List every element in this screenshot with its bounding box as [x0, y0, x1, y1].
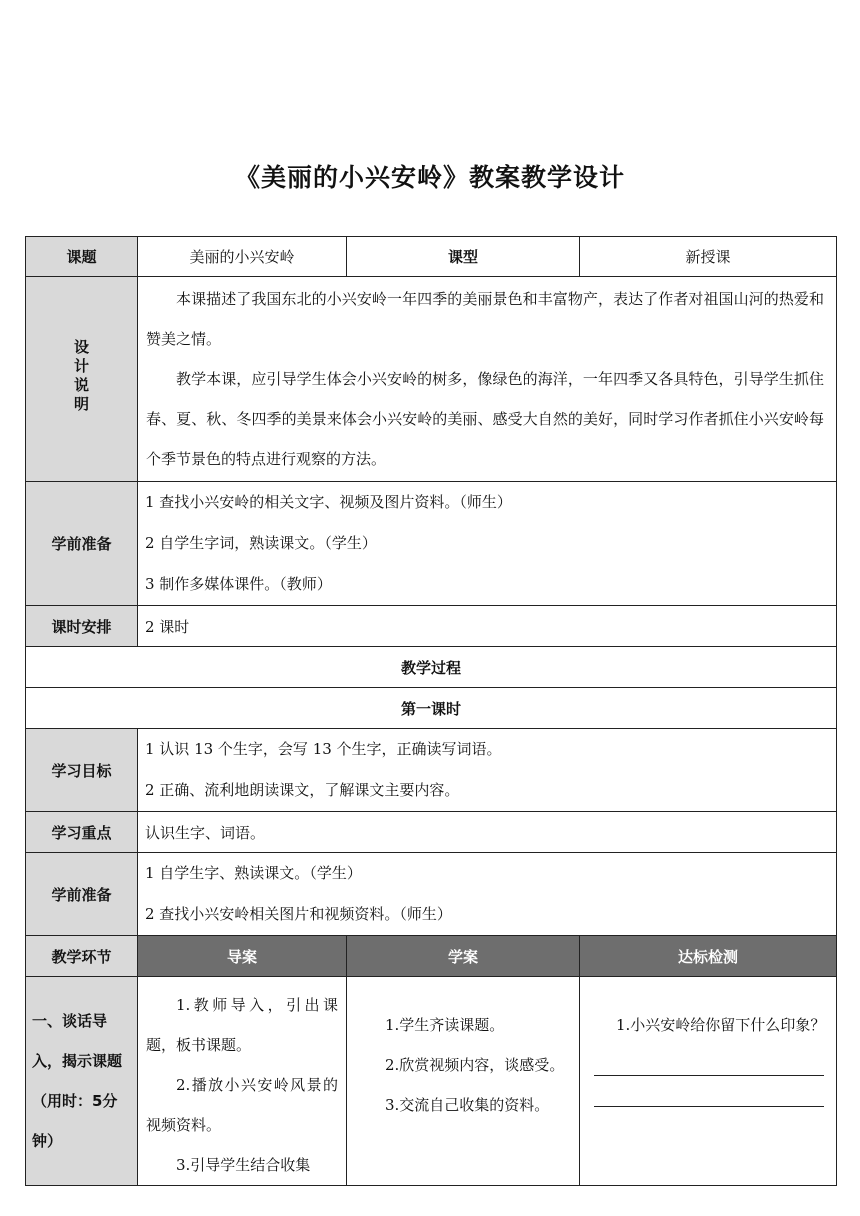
focus-label: 学习重点 [26, 812, 138, 853]
check-header: 达标检测 [580, 936, 837, 977]
design-row [26, 277, 837, 482]
stage-header: 教学环节 [26, 936, 138, 977]
lesson1-heading-row [26, 688, 837, 729]
prep2-item: 1 自学生字、熟读课文。（学生） [145, 864, 362, 882]
design-label: 设计说明 [72, 339, 90, 415]
process-heading-row [26, 647, 837, 688]
steps-header-row [26, 936, 837, 977]
answer-line[interactable] [594, 1076, 824, 1107]
guide-header: 导案 [138, 936, 347, 977]
step1-check [580, 977, 837, 1186]
step1-study [347, 977, 580, 1186]
prep-item: 2 自学生字词，熟读课文。（学生） [145, 534, 377, 552]
prep-content [138, 482, 837, 606]
design-content [138, 277, 837, 482]
topic-value: 美丽的小兴安岭 [138, 237, 347, 277]
prep2-content [138, 853, 837, 936]
prep2-row [26, 853, 837, 936]
lesson1-heading: 第一课时 [26, 688, 837, 729]
study-item: 1.学生齐读课题。 [385, 1016, 505, 1034]
prep2-label: 学前准备 [26, 853, 138, 936]
topic-row [26, 237, 837, 277]
design-paragraph: 本课描述了我国东北的小兴安岭一年四季的美丽景色和丰富物产，表达了作者对祖国山河的热爱和赞美之情。 [146, 290, 824, 348]
schedule-value: 2 课时 [138, 606, 837, 647]
process-heading: 教学过程 [26, 647, 837, 688]
schedule-label: 课时安排 [26, 606, 138, 647]
study-item: 2.欣赏视频内容，谈感受。 [385, 1056, 565, 1074]
goals-label: 学习目标 [26, 729, 138, 812]
step1-guide [138, 977, 347, 1186]
design-paragraph: 教学本课，应引导学生体会小兴安岭的树多，像绿色的海洋，一年四季又各具特色，引导学生抓住春、夏、秋、冬四季的美景来体会小兴安岭的美丽、感受大自然的美好，同时学习作者抓住小兴安岭每个季节景色的特点进行观察的方法。 [146, 370, 824, 468]
step1-stage: 一、谈话导入，揭示课题（用时：5分钟） [26, 977, 138, 1186]
type-value: 新授课 [580, 237, 837, 277]
study-item: 3.交流自己收集的资料。 [385, 1096, 550, 1114]
type-label: 课型 [347, 237, 580, 277]
prep-item: 3 制作多媒体课件。（教师） [145, 575, 332, 593]
goals-content [138, 729, 837, 812]
check-item: 1.小兴安岭给你留下什么印象？ [616, 1016, 826, 1034]
prep-item: 1 查找小兴安岭的相关文字、视频及图片资料。（师生） [145, 493, 512, 511]
guide-item: 3.引导学生结合收集 [176, 1156, 311, 1174]
answer-line[interactable] [594, 1045, 824, 1076]
schedule-row [26, 606, 837, 647]
guide-item: 2.播放小兴安岭风景的视频资料。 [146, 1076, 338, 1134]
focus-value: 认识生字、词语。 [138, 812, 837, 853]
prep-row [26, 482, 837, 606]
study-header: 学案 [347, 936, 580, 977]
prep-label: 学前准备 [26, 482, 138, 606]
guide-item: 1.教师导入，引出课题，板书课题。 [146, 996, 338, 1054]
goals-row [26, 729, 837, 812]
goal-item: 1 认识 13 个生字，会写 13 个生字，正确读写词语。 [145, 740, 502, 758]
step1-row [26, 977, 837, 1186]
page-title: 《美丽的小兴安岭》教案教学设计 [234, 163, 625, 192]
prep2-item: 2 查找小兴安岭相关图片和视频资料。（师生） [145, 905, 452, 923]
focus-row [26, 812, 837, 853]
topic-label: 课题 [26, 237, 138, 277]
lesson-plan-table [25, 236, 837, 1186]
goal-item: 2 正确、流利地朗读课文，了解课文主要内容。 [145, 781, 460, 799]
